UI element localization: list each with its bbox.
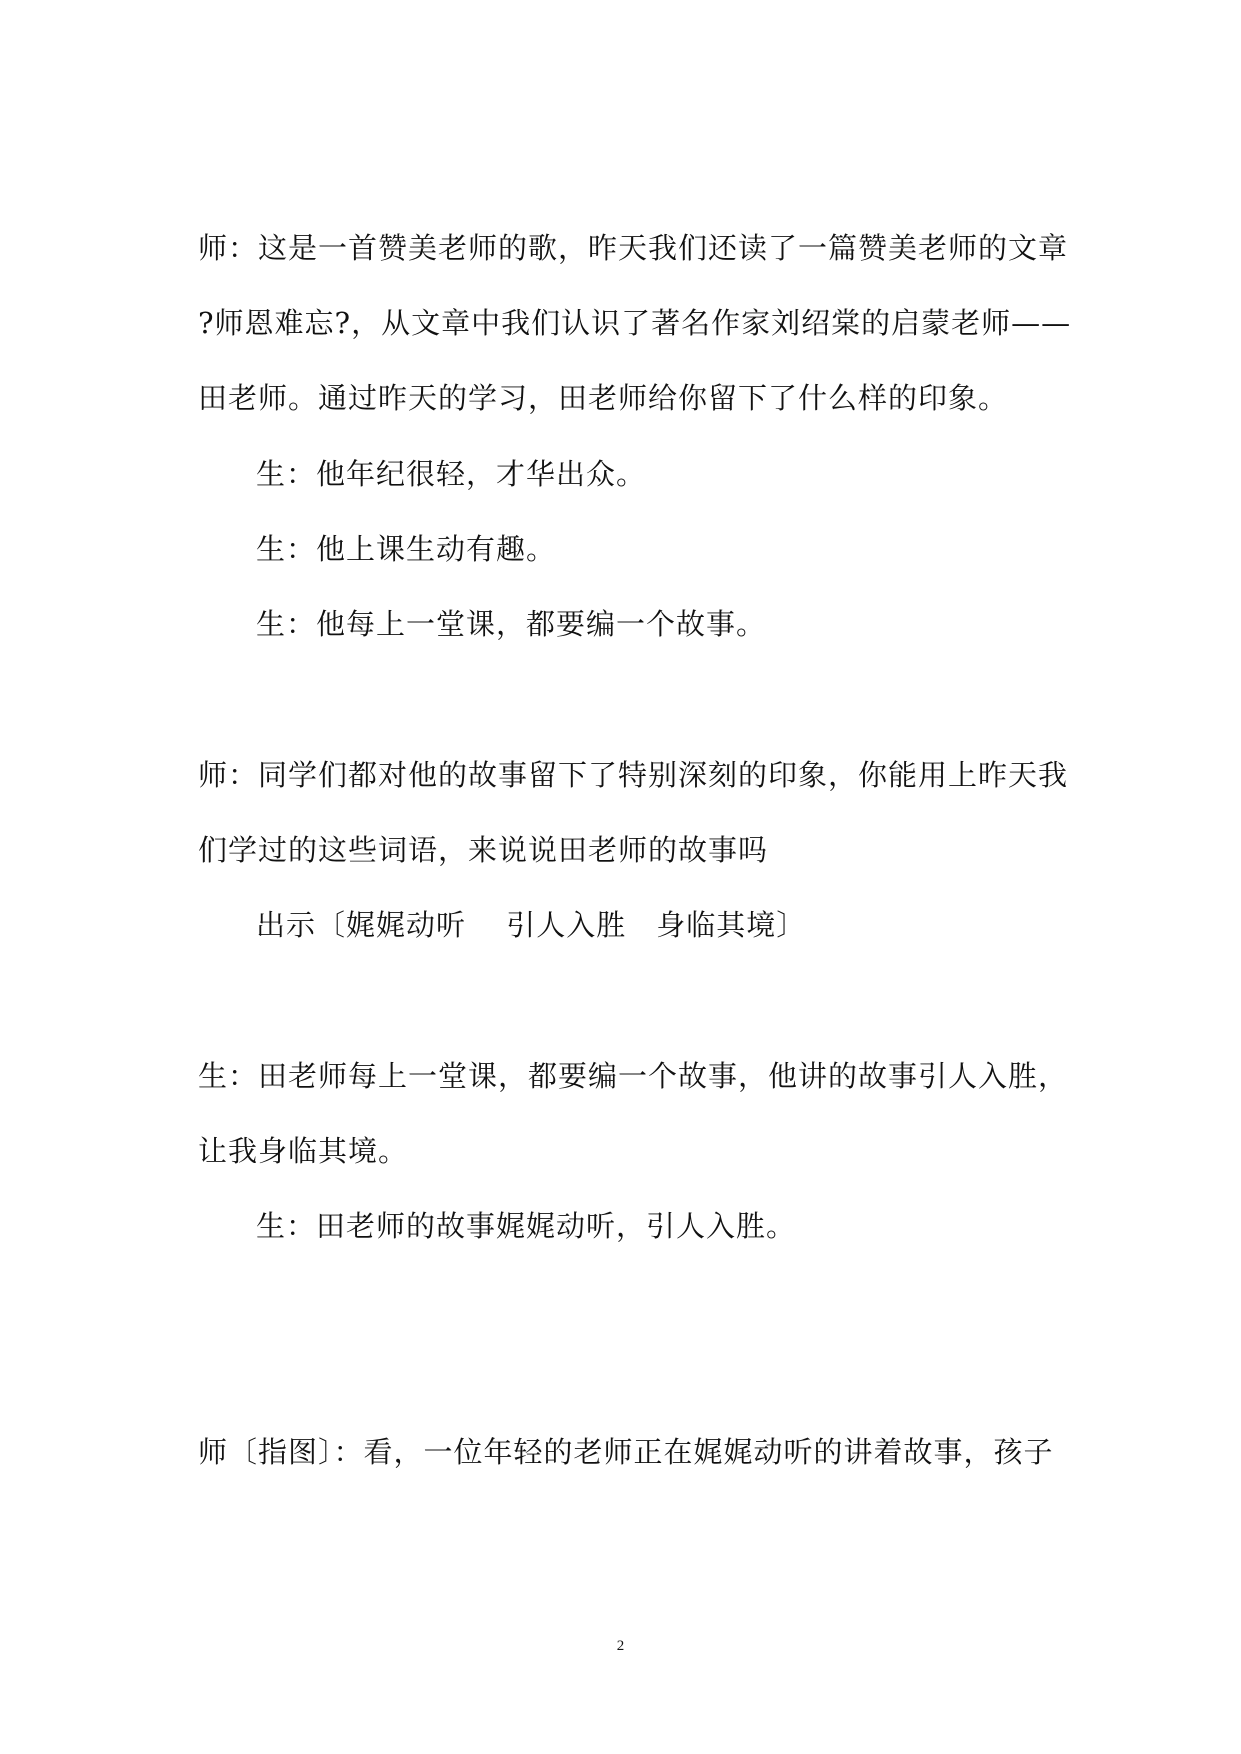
paragraph-line: 师：这是一首赞美老师的歌，昨天我们还读了一篇赞美老师的文章	[198, 231, 1069, 265]
paragraph-line: 让我身临其境。	[198, 1134, 409, 1168]
paragraph-line: 生：田老师每上一堂课，都要编一个故事，他讲的故事引人入胜，	[198, 1059, 1069, 1093]
paragraph-line: 田老师。通过昨天的学习，田老师给你留下了什么样的印象。	[198, 381, 1009, 415]
paragraph-line: 师〔指图〕：看，一位年轻的老师正在娓娓动听的讲着故事，孩子	[198, 1435, 1054, 1469]
page-number: 2	[616, 1638, 625, 1654]
paragraph-line: 生：田老师的故事娓娓动听，引人入胜。	[256, 1209, 797, 1243]
paragraph-line: 们学过的这些词语，来说说田老师的故事吗	[198, 833, 769, 867]
paragraph-line: 师：同学们都对他的故事留下了特别深刻的印象，你能用上昨天我	[198, 758, 1069, 792]
paragraph-line: 出示〔娓娓动听 引人入胜 身临其境〕	[256, 908, 807, 942]
paragraph-line: 生：他每上一堂课，都要编一个故事。	[256, 607, 767, 641]
paragraph-line: ?师恩难忘?，从文章中我们认识了著名作家刘绍棠的启蒙老师——	[198, 306, 1072, 340]
paragraph-line: 生：他上课生动有趣。	[256, 532, 557, 566]
paragraph-line: 生：他年纪很轻，才华出众。	[256, 457, 647, 491]
